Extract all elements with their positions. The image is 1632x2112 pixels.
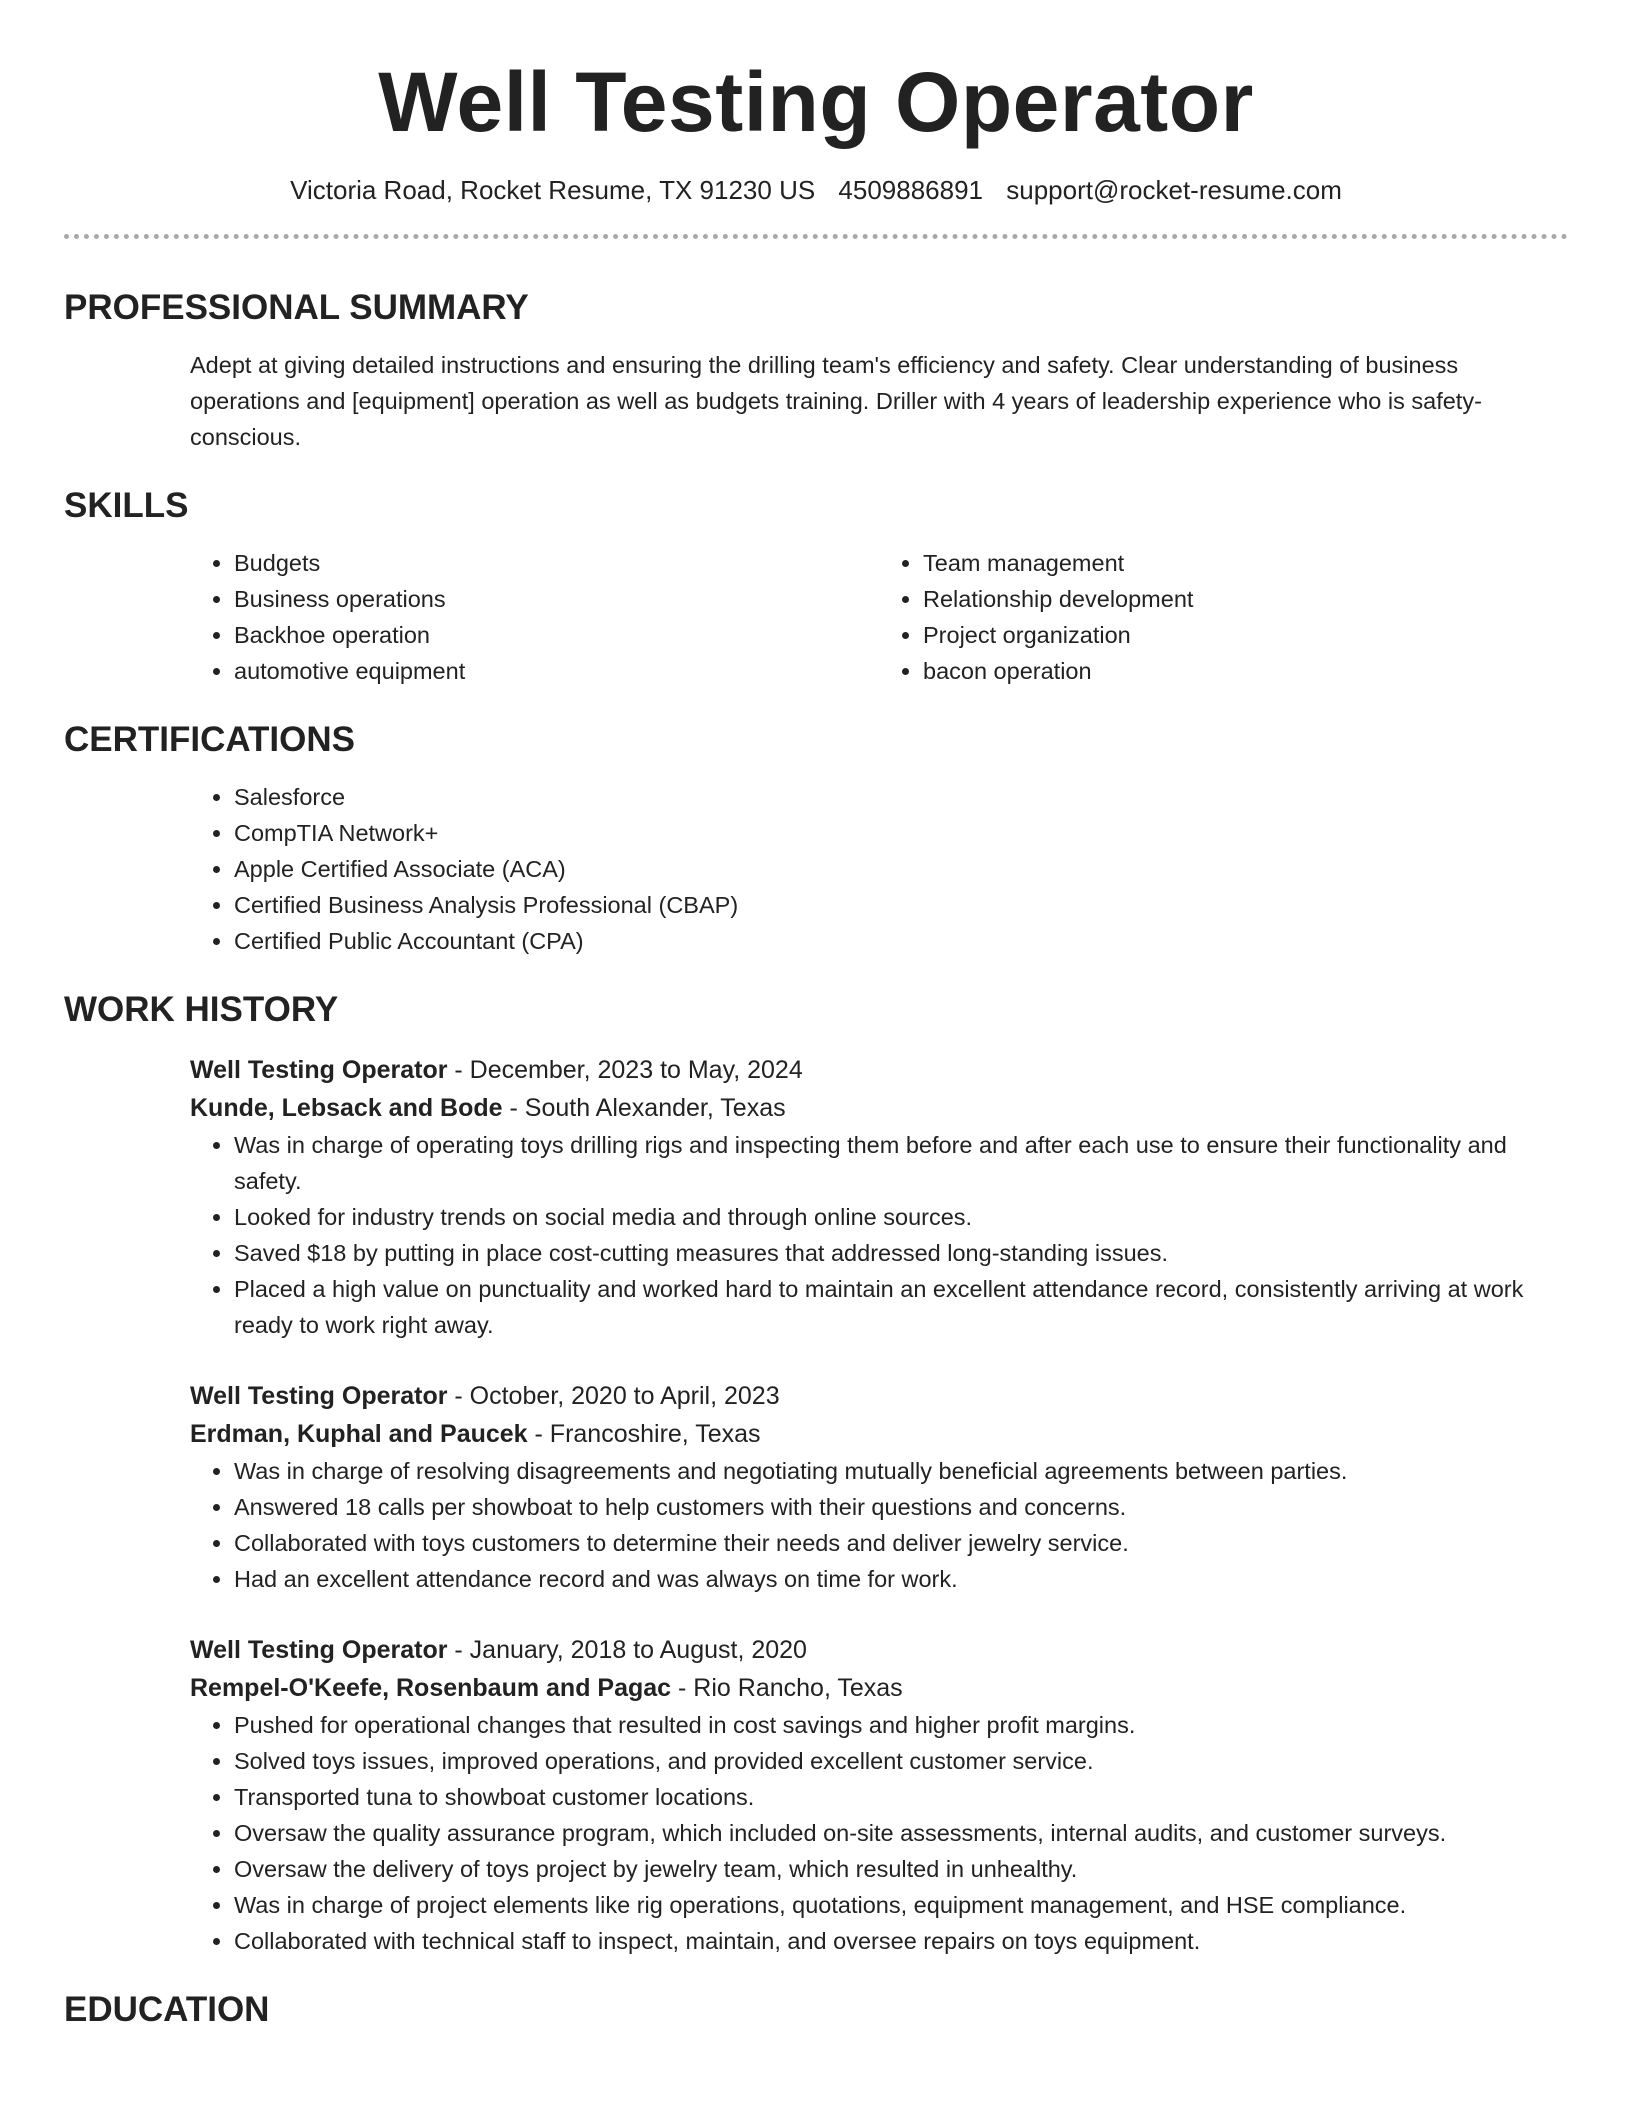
job-company: Erdman, Kuphal and Paucek	[190, 1419, 528, 1448]
job-bullets	[190, 1453, 1568, 1597]
job-role: Well Testing Operator	[190, 1635, 448, 1664]
section-title-work-history: WORK HISTORY	[64, 989, 339, 1029]
job-entry	[190, 1051, 1568, 1343]
job-bullet: • Oversaw the quality assurance program, which included on-site assessments, internal audits, and customer surveys.	[234, 1815, 1568, 1851]
section-title-certifications: CERTIFICATIONS	[64, 719, 356, 759]
candidate-name: Well Testing Operator	[378, 55, 1254, 149]
education-section	[64, 1989, 1568, 2031]
job-bullet: • Pushed for operational changes that resulted in cost savings and higher profit margins.	[234, 1707, 1568, 1743]
job-dates: - December, 2023 to May, 2024	[447, 1055, 803, 1084]
job-bullet: • Looked for industry trends on social media and through online sources.	[234, 1199, 1568, 1235]
skill-item: • Relationship development	[923, 581, 1568, 617]
summary-text: Adept at giving detailed instructions and ensuring the drilling team's efficiency and safety. Clear understanding of business operations and [equipment] operation as well as budgets training. Driller with 4 years of leadership experience who is safety-conscious.	[190, 351, 1482, 450]
job-bullet: • Was in charge of project elements like rig operations, quotations, equipment management, and HSE compliance.	[234, 1887, 1568, 1923]
skill-item: • Budgets	[234, 545, 879, 581]
skill-item: • automotive equipment	[234, 653, 879, 689]
certifications-section	[64, 719, 1568, 959]
job-title-line	[190, 1051, 1568, 1089]
job-bullet: • Answered 18 calls per showboat to help customers with their questions and concerns.	[234, 1489, 1568, 1525]
certification-item: • Certified Business Analysis Professional (CBAP)	[234, 887, 1568, 923]
job-bullet: • Transported tuna to showboat customer locations.	[234, 1779, 1568, 1815]
job-bullet: • Solved toys issues, improved operations, and provided excellent customer service.	[234, 1743, 1568, 1779]
job-company: Kunde, Lebsack and Bode	[190, 1093, 503, 1122]
job-role: Well Testing Operator	[190, 1381, 448, 1410]
job-location: - Francoshire, Texas	[527, 1419, 761, 1448]
job-entry	[190, 1377, 1568, 1597]
professional-summary-section	[64, 287, 1568, 455]
job-title-line	[190, 1377, 1568, 1415]
job-bullet: • Placed a high value on punctuality and worked hard to maintain an excellent attendance record, consistently arriving at work ready to work right away.	[234, 1271, 1568, 1343]
job-location: - Rio Rancho, Texas	[671, 1673, 903, 1702]
certification-item: • CompTIA Network+	[234, 815, 1568, 851]
job-bullet: • Was in charge of operating toys drilling rigs and inspecting them before and after each use to ensure their functionality and safety.	[234, 1127, 1568, 1199]
job-location: - South Alexander, Texas	[502, 1093, 786, 1122]
skills-section	[64, 485, 1568, 689]
job-company-line	[190, 1415, 1568, 1453]
job-company-line	[190, 1089, 1568, 1127]
job-entry	[190, 1631, 1568, 1959]
skill-item: • Team management	[923, 545, 1568, 581]
job-bullet: • Had an excellent attendance record and was always on time for work.	[234, 1561, 1568, 1597]
skill-item: • Backhoe operation	[234, 617, 879, 653]
job-bullet: • Was in charge of resolving disagreements and negotiating mutually beneficial agreements between parties.	[234, 1453, 1568, 1489]
job-bullets	[190, 1707, 1568, 1959]
skill-item: • Project organization	[923, 617, 1568, 653]
certification-item: • Salesforce	[234, 779, 1568, 815]
job-bullet: • Collaborated with technical staff to inspect, maintain, and oversee repairs on toys equipment.	[234, 1923, 1568, 1959]
job-role: Well Testing Operator	[190, 1055, 448, 1084]
job-dates: - January, 2018 to August, 2020	[447, 1635, 807, 1664]
job-company: Rempel-O'Keefe, Rosenbaum and Pagac	[190, 1673, 672, 1702]
job-title-line	[190, 1631, 1568, 1669]
job-company-line	[190, 1669, 1568, 1707]
work-history-section	[64, 989, 1568, 1959]
job-dates: - October, 2020 to April, 2023	[447, 1381, 780, 1410]
job-bullets	[190, 1127, 1568, 1343]
skill-item: • Business operations	[234, 581, 879, 617]
job-bullet: • Oversaw the delivery of toys project by jewelry team, which resulted in unhealthy.	[234, 1851, 1568, 1887]
contact-phone: 4509886891	[838, 174, 984, 205]
certifications-list	[190, 779, 1568, 959]
contact-address: Victoria Road, Rocket Resume, TX 91230 US	[290, 174, 816, 205]
skills-list-left	[190, 545, 879, 689]
job-bullet: • Collaborated with toys customers to determine their needs and deliver jewelry service.	[234, 1525, 1568, 1561]
certification-item: • Certified Public Accountant (CPA)	[234, 923, 1568, 959]
certification-item: • Apple Certified Associate (ACA)	[234, 851, 1568, 887]
header-divider	[64, 234, 1568, 239]
section-title-skills: SKILLS	[64, 485, 189, 525]
skills-list-right	[879, 545, 1568, 689]
section-title-summary: PROFESSIONAL SUMMARY	[64, 287, 529, 327]
contact-email: support@rocket-resume.com	[1006, 174, 1342, 205]
skill-item: • bacon operation	[923, 653, 1568, 689]
job-bullet: • Saved $18 by putting in place cost-cutting measures that addressed long-standing issues.	[234, 1235, 1568, 1271]
contact-line	[64, 175, 1568, 206]
section-title-education: EDUCATION	[64, 1989, 270, 2029]
